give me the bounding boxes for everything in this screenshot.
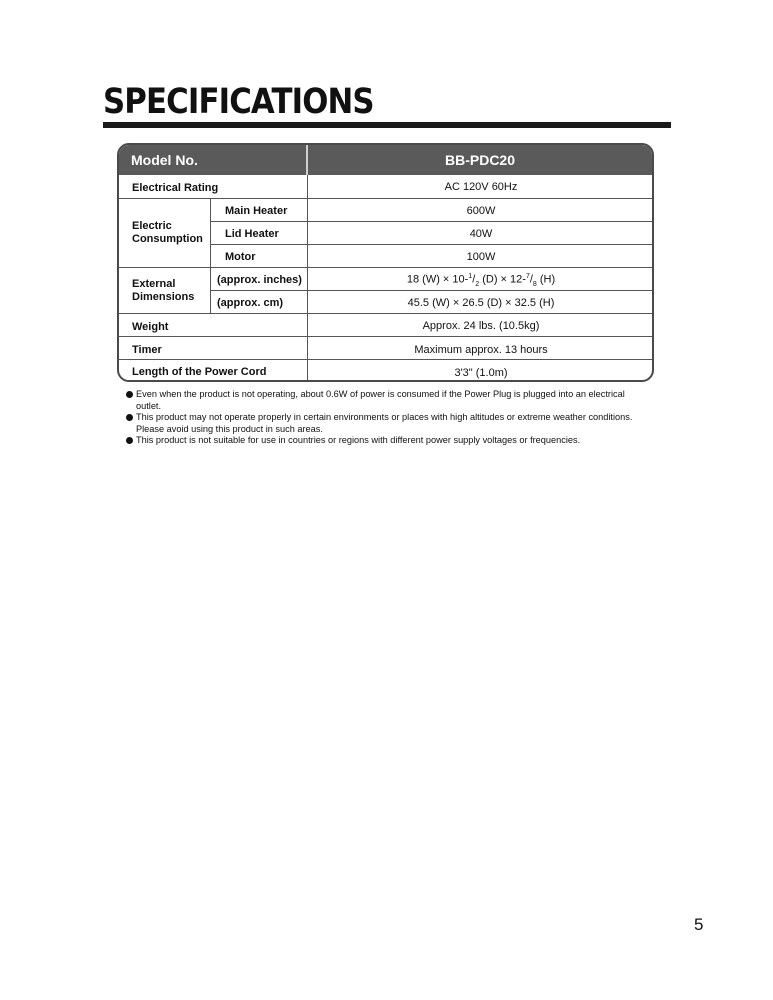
row-divider (210, 221, 654, 222)
fraction-denominator: 8 (532, 280, 537, 288)
motor-label: Motor (225, 251, 256, 263)
row-divider (119, 313, 654, 314)
title-underline (103, 122, 671, 128)
table-header (119, 145, 652, 175)
note-text: This product may not operate properly in certain environments or places with high altitudes or extreme weather conditions. Please avoid using this product in such areas. (136, 412, 633, 434)
note-item (126, 435, 646, 447)
lid-heater-label: Lid Heater (225, 228, 279, 240)
electrical-rating-label: Electrical Rating (132, 182, 219, 194)
electrical-rating-value: AC 120V 60Hz (444, 181, 518, 193)
dimensions-label-line1: External (132, 278, 176, 290)
note-text: This product is not suitable for use in countries or regions with different power supply voltages or frequencies. (136, 435, 581, 445)
model-label: Model No. (131, 152, 198, 168)
cm-label: (approx. cm) (217, 297, 284, 309)
main-heater-label: Main Heater (225, 205, 288, 217)
cm-value: 45.5 (W) × 26.5 (D) × 32.5 (H) (407, 297, 555, 309)
inches-value: 18 $(W) \times 10-^1/_2$ $(D) \times 12-^7/_8$ (H) (406, 273, 556, 288)
inches-label: (approx. inches) (217, 274, 302, 286)
timer-value: Maximum approx. 13 hours (414, 344, 548, 356)
main-heater-value: 600W (466, 205, 496, 217)
subcolumn-divider (210, 198, 211, 313)
row-divider (210, 290, 654, 291)
page-number: 5 (694, 915, 704, 934)
consumption-group-label (132, 220, 203, 246)
note-item (126, 389, 646, 412)
page-title: SPECIFICATIONS (103, 82, 374, 122)
bullet-icon (126, 414, 133, 421)
weight-value: Approx. 24 lbs. (10.5kg) (422, 320, 540, 332)
fraction-numerator: 1 (468, 273, 473, 280)
weight-label: Weight (132, 321, 169, 333)
fraction-numerator: 7 (525, 273, 530, 280)
dimensions-group-label (132, 278, 194, 304)
cord-label: Length of the Power Cord (132, 366, 267, 378)
timer-label: Timer (132, 344, 162, 356)
row-divider (210, 244, 654, 245)
specifications-table (117, 143, 654, 382)
notes-list (126, 389, 646, 447)
note-text: Even when the product is not operating, about 0.6W of power is consumed if the Power Plug is plugged into an electrical outlet. (136, 389, 625, 411)
fraction-denominator: 2 (475, 280, 480, 288)
inches-value-part: 18 (W) × 10- (406, 273, 469, 286)
model-number: BB-PDC20 (444, 152, 515, 168)
lid-heater-value: 40W (469, 228, 493, 240)
cord-value: 3'3" (1.0m) (454, 367, 508, 379)
row-divider (119, 267, 654, 268)
row-divider (119, 359, 654, 360)
inches-value-part: (D) × 12- (479, 273, 526, 286)
row-divider (119, 336, 654, 337)
note-item (126, 412, 646, 435)
row-divider (119, 198, 654, 199)
consumption-label-line1: Electric (132, 220, 172, 232)
consumption-label-line2: Consumption (132, 233, 203, 245)
motor-value: 100W (466, 251, 496, 263)
bullet-icon (126, 391, 133, 398)
dimensions-label-line2: Dimensions (132, 291, 195, 303)
inches-value-part: (H) (536, 273, 556, 286)
bullet-icon (126, 437, 133, 444)
